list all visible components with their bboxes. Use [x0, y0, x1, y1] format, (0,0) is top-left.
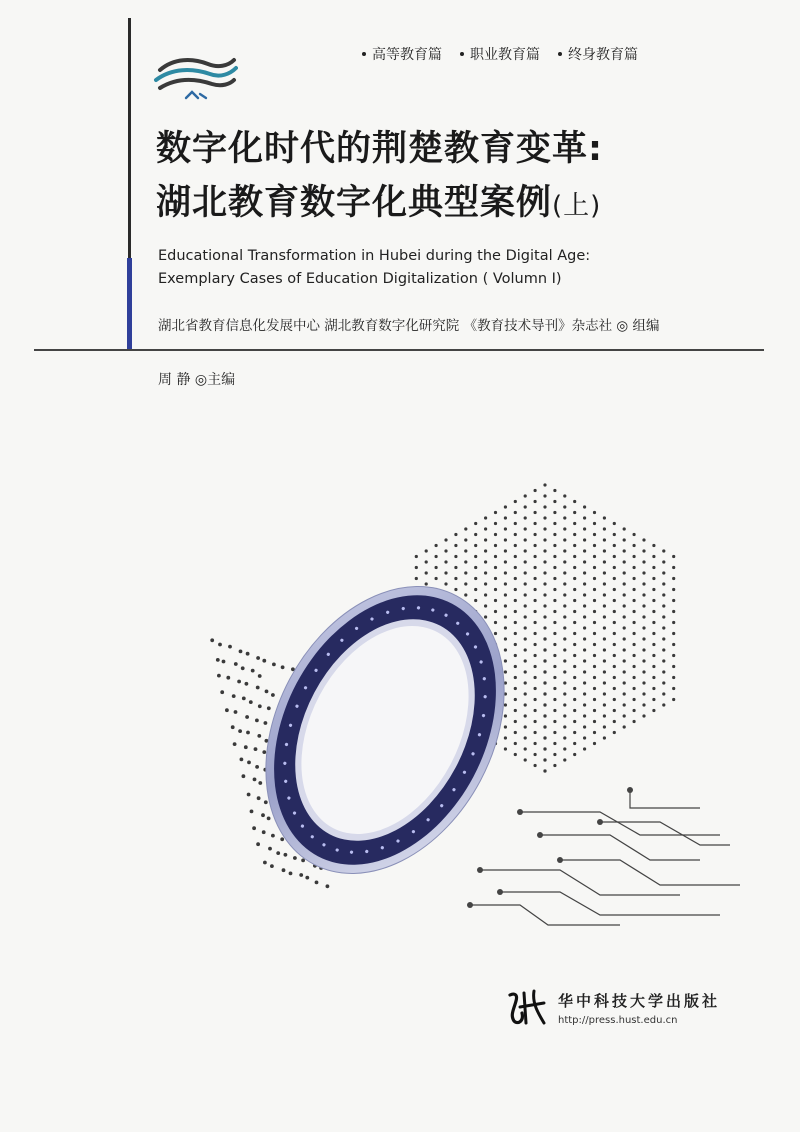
- publisher-block: [504, 985, 720, 1031]
- title-line-2-text: 湖北教育数字化典型案例: [156, 183, 553, 223]
- hust-press-mark-icon: [504, 985, 550, 1031]
- publisher-name: 华中科技大学出版社: [558, 992, 721, 1010]
- chief-editor: 周 静 ◎主编: [158, 372, 236, 388]
- volume-label: (上): [552, 191, 602, 221]
- english-title-line-1: Educational Transformation in Hubei during the Digital Age:: [158, 248, 591, 264]
- ring-icon: [218, 545, 551, 915]
- compiling-organizations: 湖北省教育信息化发展中心 湖北教育数字化研究院 《教育技术导刊》杂志社 ◎ 组编: [158, 318, 660, 334]
- circuit-lines: [470, 790, 740, 925]
- series-label: 职业教育篇: [470, 47, 540, 63]
- series-label: 高等教育篇: [372, 47, 442, 63]
- series-label: 终身教育篇: [568, 47, 638, 63]
- english-title-line-2: Exemplary Cases of Education Digitalization ( Volumn I): [158, 271, 562, 287]
- circuit-nodes: [467, 787, 633, 908]
- title-line-1: 数字化时代的荆楚教育变革:: [156, 129, 603, 169]
- publisher-text: [558, 990, 720, 1026]
- publisher-url: http://press.hust.edu.cn: [558, 1015, 678, 1026]
